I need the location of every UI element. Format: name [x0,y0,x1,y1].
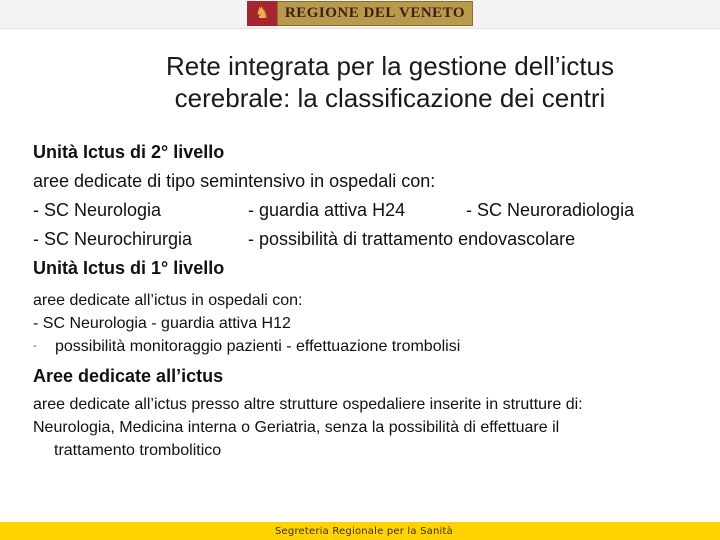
level1-line-2 [33,335,693,358]
areas-line-3: trattamento trombolitico [54,442,222,460]
level1-line-2-text: possibilità monitoraggio pazienti - effettuazione trombolisi [55,338,461,355]
slide-title [60,50,720,114]
footer-bar [0,522,720,540]
level2-row1-col1: - SC Neurologia [33,200,162,220]
level2-row2-col1: - SC Neurochirurgia [33,229,193,249]
level1-intro: aree dedicate all’ictus in ospedali con: [33,292,303,309]
level2-row1-col2: - guardia attiva H24 [248,200,406,220]
level2-row-1 [33,196,693,225]
bullet-dash: - [33,340,37,353]
level1-heading: Unità Ictus di 1° livello [33,258,225,278]
areas-line-2: Neurologia, Medicina interna o Geriatria, senza la possibilità di effettuare il [33,419,560,437]
level1-line-1: - SC Neurologia - guardia attiva H12 [33,315,291,332]
title-line-1: Rete integrata per la gestione dell’ictus [165,51,615,81]
title-line-2: cerebrale: la classificazione dei centri [174,83,606,113]
areas-heading: Aree dedicate all’ictus [33,366,224,387]
level2-row1-col3: - SC Neuroradiologia [466,200,635,220]
logo-text: REGIONE DEL VENETO [277,1,473,26]
lion-of-st-mark-icon: ♞ [247,1,277,26]
areas-line-1: aree dedicate all’ictus presso altre strutture ospedaliere inserite in strutture di: [33,396,583,414]
regione-veneto-logo [247,1,473,26]
level2-row-2 [33,225,693,254]
footer-text: Segreteria Regionale per la Sanità [275,526,453,537]
header-bar [0,0,720,29]
level2-intro [33,167,693,196]
level2-row2-col2: - possibilità di trattamento endovascolare [248,229,576,249]
slide-content [33,138,693,462]
level2-heading: Unità Ictus di 2° livello [33,142,225,162]
level2-intro-text: aree dedicate di tipo semintensivo in ospedali con: [33,171,436,191]
